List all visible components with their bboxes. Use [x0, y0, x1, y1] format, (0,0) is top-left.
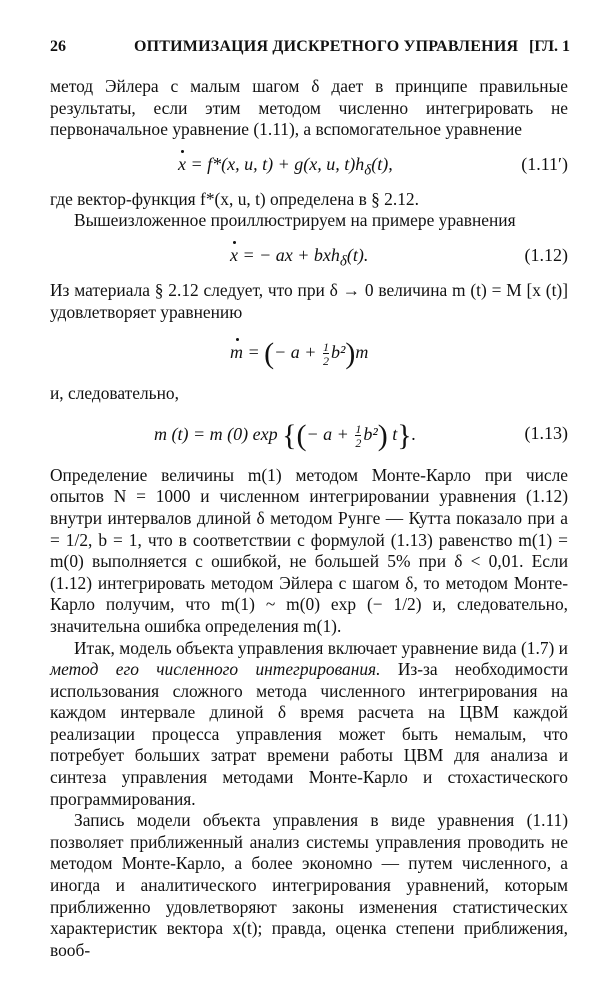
eq4-b: b² — [363, 423, 378, 444]
eq1-tail: (t), — [371, 153, 393, 174]
eq4-frac-den: 2 — [355, 435, 362, 450]
paragraph-1: метод Эйлера с малым шагом δ дает в принципе правильные результаты, если этим методом численно интегрировать не первоначальное уравнение (1.11), а вспомогательное уравнение — [50, 76, 568, 140]
equation-number: (1.12) — [524, 244, 568, 265]
equation-expression — [154, 418, 417, 452]
eq3-frac-num: 1 — [322, 340, 329, 355]
eq4-brace-open: { — [282, 418, 297, 452]
paragraph-7 — [50, 638, 568, 811]
equation-1-11-prime — [50, 145, 568, 185]
eq4-brace-close: } — [397, 418, 412, 452]
eq2-tail: (t). — [346, 244, 369, 265]
equation-number: (1.11′) — [521, 153, 568, 174]
eq3-b: b² — [330, 342, 346, 363]
eq2-sub: δ — [339, 253, 347, 270]
paragraph-6: Определение величины m(1) методом Монте-Карло при числе опытов N = 1000 и численном интегрировании уравнения (1.12) внутри интервалов длиной δ методом Рунге — Кутта показало при a = 1/2, b = 1, что в соответствии с формулой (1.13) равенство m(1) = m(0) выполняется с ошибкой, не большей 5% при δ < 0,01. Если (1.12) интегрировать методом Эйлера с шагом δ, то методом Монте-Карло получим, что m(1) ~ m(0) exp (− 1/2) и, следовательно, значительна ошибка определения m(1). — [50, 464, 568, 636]
eq4-frac-num: 1 — [355, 421, 362, 436]
eq2-lhs: x — [230, 244, 238, 265]
eq3-lhs: m — [230, 342, 243, 363]
eq4-a: − a + — [306, 423, 354, 444]
paragraph-7-end: Из-за необходимости использования сложного метода численного интегрирования на каждом интервале длиной δ время расчета на ЦВМ каждой реализации процесса управления может быть немалым, что потребует больших затрат времени работы ЦВМ для анализа и синтеза управления методами Монте-Карло и стохастического программирования. — [50, 659, 568, 809]
paragraph-4: Из материала § 2.12 следует, что при δ → 0 величина m (t) = M [x (t)] удовлетворяет уравнению — [50, 279, 568, 322]
eq2-rhs: = − ax + bxh — [238, 244, 340, 265]
eq4-open-paren: ( — [296, 418, 307, 452]
equation-expression — [230, 337, 369, 371]
paragraph-2: где вектор-функция f*(x, u, t) определена в § 2.12. — [50, 188, 419, 209]
eq3-fraction — [323, 341, 329, 367]
eq3-mid: = — [243, 342, 265, 363]
chapter-marker: [ГЛ. 1 — [528, 38, 570, 55]
paragraph-5: и, следовательно, — [50, 383, 179, 404]
equation-1-12 — [50, 236, 568, 276]
eq3-open-paren: ( — [264, 337, 275, 371]
eq1-rhs: = f*(x, u, t) + g(x, u, t)h — [186, 153, 365, 174]
page-body — [50, 76, 568, 961]
eq3-a: − a + — [274, 342, 321, 363]
eq4-lhs: m (t) = m (0) exp — [154, 423, 283, 444]
paragraph-7-start: Итак, модель объекта управления включает уравнение вида (1.7) и — [74, 637, 568, 658]
equation-number: (1.13) — [524, 422, 568, 443]
eq3-tail: m — [355, 342, 369, 363]
eq1-sub: δ — [364, 162, 372, 179]
eq4-close-paren: ) — [377, 418, 388, 452]
equation-expression — [178, 154, 393, 182]
eq4-dot: . — [411, 423, 417, 444]
eq1-lhs: x — [178, 153, 186, 174]
paragraph-8: Запись модели объекта управления в виде уравнения (1.11) позволяет приближенный анализ системы управления проводить не методом Монте-Карло, а более экономно — путем численного, а иногда и аналитического интегрирования уравнений, которым приближенно удовлетворяют законы изменения статистических характеристик вектора x(t); правда, оценка степени приближения, вооб- — [50, 810, 568, 960]
page-number: 26 — [50, 38, 66, 55]
paragraph-3: Вышеизложенное проиллюстрируем на примере уравнения — [74, 210, 516, 231]
equation-1-13 — [50, 409, 568, 461]
running-title: ОПТИМИЗАЦИЯ ДИСКРЕТНОГО УПРАВЛЕНИЯ — [134, 38, 519, 55]
running-header — [50, 38, 570, 62]
eq3-close-paren: ) — [345, 337, 356, 371]
paragraph-7-italic: метод его численного интегрирования. — [50, 659, 381, 680]
eq4-fraction — [355, 423, 361, 449]
equation-expression — [230, 245, 368, 273]
equation-m-dot — [50, 327, 568, 379]
eq4-t: t — [387, 423, 398, 444]
eq3-frac-den: 2 — [322, 354, 329, 369]
